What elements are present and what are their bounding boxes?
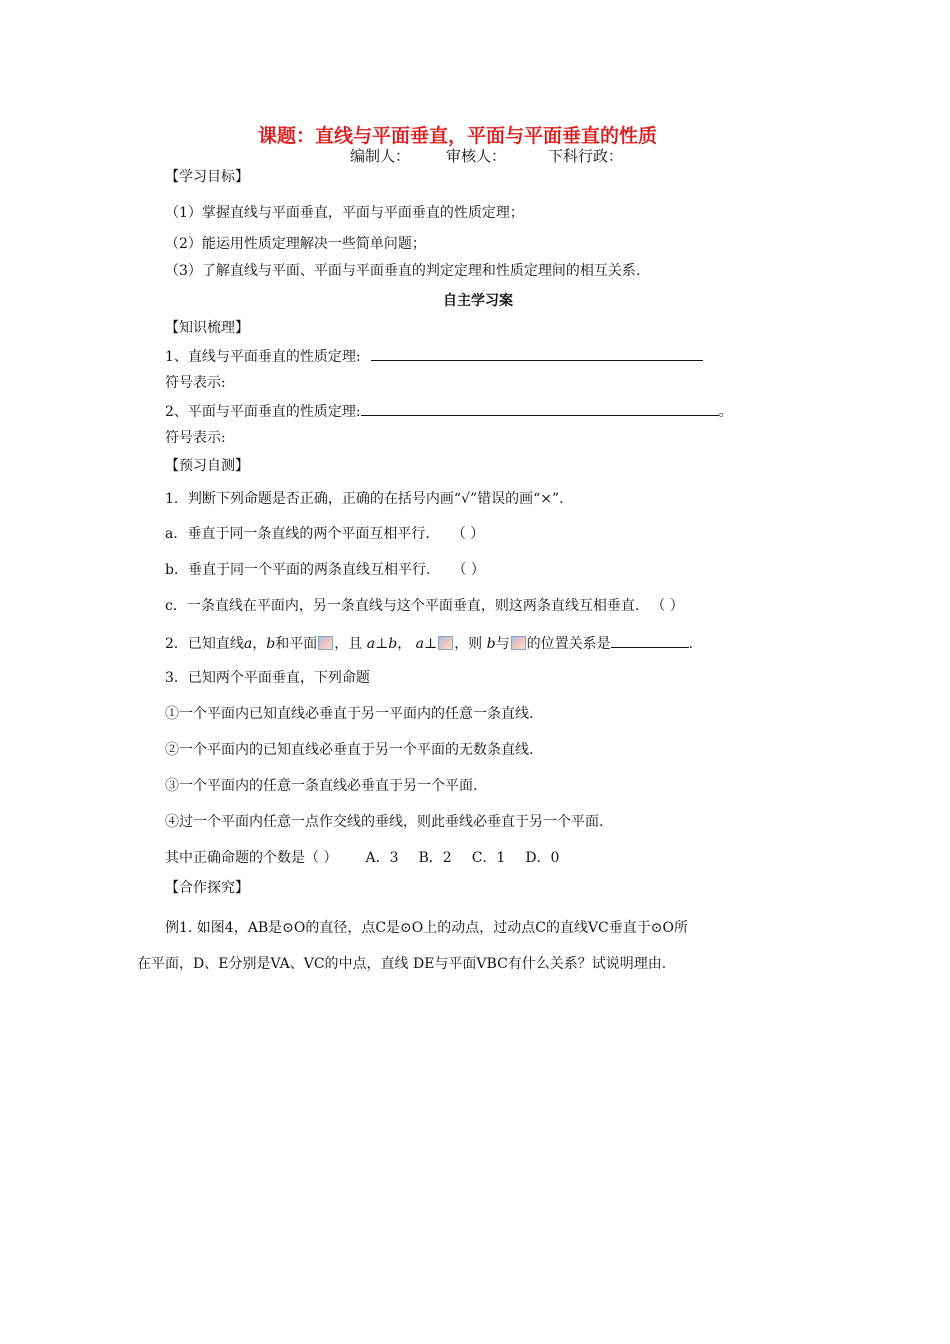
question-3: 3．已知两个平面垂直，下列命题 — [165, 670, 370, 686]
approver-label: 下科行政： — [548, 147, 624, 165]
question-3-item: ③一个平面内的任意一条直线必垂直于另一个平面. — [165, 778, 478, 794]
editor-label: 编制人： — [350, 147, 411, 165]
reviewer-label: 审核人： — [446, 147, 507, 165]
example-line-2: 在平面，D、E分别是VA、VC的中点，直线 DE与平面VBC有什么关系？试说明理由. — [137, 956, 667, 972]
q2-text: . — [688, 636, 694, 652]
q2-text: 2．已知直线 — [165, 636, 244, 652]
var-a: a — [415, 636, 425, 652]
question-1b — [165, 561, 485, 579]
knowledge-item-1 — [165, 346, 703, 366]
answer-blank — [611, 633, 689, 648]
option-d: D．0 — [525, 850, 560, 866]
question-1: 1．判断下列命题是否正确，正确的在括号内画“√”错误的画“×”. — [165, 491, 564, 507]
question-1c — [165, 597, 684, 615]
q2-text: 与 — [495, 636, 510, 652]
symbol-label-1: 符号表示: — [165, 375, 226, 391]
var-a: a — [366, 636, 376, 652]
goal-item: （3）了解直线与平面、平面与平面垂直的判定定理和性质定理间的相互关系. — [165, 263, 641, 279]
answer-parens: （ ） — [452, 562, 485, 578]
q2-text: ， — [252, 636, 267, 652]
var-b: b — [486, 636, 496, 652]
var-b: b — [266, 636, 276, 652]
answer-parens: （ ） — [451, 526, 485, 542]
q2-text: ， — [397, 636, 412, 652]
answer-parens: （ ） — [651, 598, 684, 614]
knowledge-item-2-text: 2、平面与平面垂直的性质定理: — [165, 404, 361, 420]
option-a: A．3 — [365, 850, 399, 866]
plane-alpha-image — [318, 636, 333, 650]
question-1a-text: a．垂直于同一条直线的两个平面互相平行. — [165, 526, 430, 542]
plane-alpha-image — [511, 636, 526, 650]
symbol-label-2: 符号表示: — [165, 430, 226, 446]
answer-blank — [371, 346, 703, 361]
var-b: b — [388, 636, 398, 652]
q2-text: 的位置关系是 — [526, 636, 611, 652]
question-3-item: ②一个平面内的已知直线必垂直于另一个平面的无数条直线. — [165, 742, 534, 758]
answer-blank — [361, 401, 719, 416]
perp-symbol: ⊥ — [424, 636, 438, 652]
example-line-1: 例1. 如图4，AB是⊙O的直径，点C是⊙O上的动点，过动点C的直线VC垂直于⊙O所 — [165, 920, 688, 936]
cooperate-heading: 【合作探究】 — [165, 880, 249, 896]
question-1a — [165, 525, 484, 543]
author-line — [350, 147, 623, 165]
question-3-item: ④过一个平面内任意一点作交线的垂线，则此垂线必垂直于另一个平面. — [165, 814, 604, 830]
page-title: 课题：直线与平面垂直，平面与平面垂直的性质 — [258, 125, 658, 147]
question-1b-text: b．垂直于同一个平面的两条直线互相平行. — [165, 562, 431, 578]
option-b: B．2 — [418, 850, 452, 866]
goals-heading: 【学习目标】 — [165, 169, 249, 185]
answer-lead: 其中正确命题的个数是（ ） — [165, 850, 338, 866]
section-title: 自主学习案 — [443, 293, 513, 309]
question-1c-text: c．一条直线在平面内，另一条直线与这个平面垂直，则这两条直线互相垂直. — [165, 598, 640, 614]
q2-text: 和平面 — [275, 636, 318, 652]
option-c: C．1 — [471, 850, 506, 866]
perp-symbol: ⊥ — [375, 636, 389, 652]
question-3-item: ①一个平面内已知直线必垂直于另一平面内的任意一条直线. — [165, 706, 534, 722]
goal-item: （1）掌握直线与平面垂直，平面与平面垂直的性质定理； — [165, 205, 524, 221]
q2-text: ，则 — [454, 636, 483, 652]
plane-alpha-image — [438, 636, 453, 650]
knowledge-item-1-text: 1、直线与平面垂直的性质定理: — [165, 349, 361, 365]
q2-text: ，且 — [334, 636, 363, 652]
var-a: a — [243, 636, 253, 652]
goal-item: （2）能运用性质定理解决一些简单问题； — [165, 236, 426, 252]
knowledge-item-2 — [165, 401, 733, 421]
period: 。 — [718, 404, 733, 420]
knowledge-heading: 【知识梳理】 — [165, 320, 249, 336]
pretest-heading: 【预习自测】 — [165, 458, 249, 474]
question-3-answer — [165, 849, 559, 867]
question-2 — [165, 633, 693, 653]
